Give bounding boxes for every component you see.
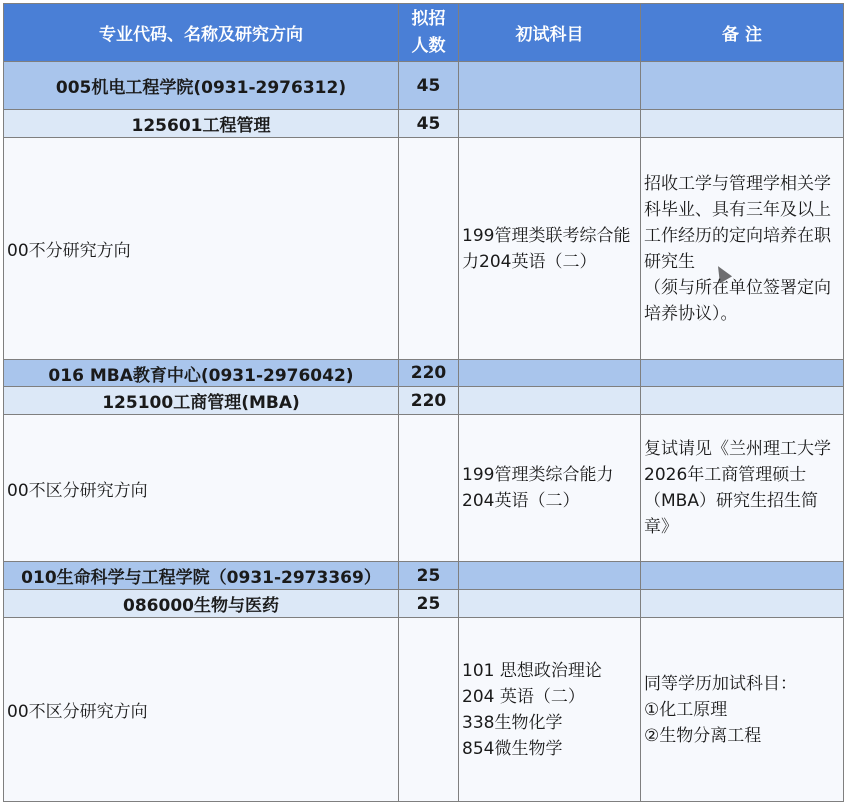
remarks: 招收工学与管理学相关学科毕业、具有三年及以上工作经历的定向培养在职研究生 （须与所在单位签署定向培养协议）。: [641, 138, 844, 360]
empty-cell: [641, 62, 844, 110]
college-count: 45: [399, 62, 459, 110]
header-major: 专业代码、名称及研究方向: [4, 4, 399, 62]
empty-cell: [641, 590, 844, 618]
college-count: 25: [399, 562, 459, 590]
table-header-row: [4, 4, 844, 62]
header-count-line2: 人数: [411, 35, 446, 56]
enrollment-table: [3, 3, 844, 802]
exam-subjects: 199管理类综合能力204英语（二）: [459, 415, 641, 562]
major-name: 086000生物与医药: [4, 590, 399, 618]
direction-name: 00不分研究方向: [4, 138, 399, 360]
college-count: 220: [399, 360, 459, 387]
empty-cell: [641, 360, 844, 387]
empty-cell: [399, 138, 459, 360]
major-row: [4, 387, 844, 415]
major-name: 125601工程管理: [4, 110, 399, 138]
exam-subjects: 101 思想政治理论 204 英语（二） 338生物化学 854微生物学: [459, 618, 641, 802]
direction-row: [4, 618, 844, 802]
college-row: [4, 62, 844, 110]
college-name: 016 MBA教育中心(0931-2976042): [4, 360, 399, 387]
empty-cell: [641, 110, 844, 138]
empty-cell: [459, 590, 641, 618]
empty-cell: [399, 618, 459, 802]
empty-cell: [459, 562, 641, 590]
major-count: 220: [399, 387, 459, 415]
empty-cell: [459, 110, 641, 138]
remarks: 复试请见《兰州理工大学2026年工商管理硕士（MBA）研究生招生简章》: [641, 415, 844, 562]
header-subjects: 初试科目: [459, 4, 641, 62]
empty-cell: [459, 387, 641, 415]
empty-cell: [399, 415, 459, 562]
major-name: 125100工商管理(MBA): [4, 387, 399, 415]
remarks: 同等学历加试科目： ①化工原理 ②生物分离工程: [641, 618, 844, 802]
exam-subjects: 199管理类联考综合能力204英语（二）: [459, 138, 641, 360]
header-count-line1: 拟招: [411, 8, 446, 29]
college-name: 010生命科学与工程学院（0931-2973369）: [4, 562, 399, 590]
empty-cell: [459, 62, 641, 110]
major-count: 25: [399, 590, 459, 618]
header-count: [399, 4, 459, 62]
major-count: 45: [399, 110, 459, 138]
college-row: [4, 562, 844, 590]
college-name: 005机电工程学院(0931-2976312): [4, 62, 399, 110]
major-row: [4, 110, 844, 138]
college-row: [4, 360, 844, 387]
direction-row: [4, 138, 844, 360]
header-notes: 备 注: [641, 4, 844, 62]
major-row: [4, 590, 844, 618]
empty-cell: [641, 562, 844, 590]
direction-name: 00不区分研究方向: [4, 415, 399, 562]
empty-cell: [459, 360, 641, 387]
empty-cell: [641, 387, 844, 415]
direction-name: 00不区分研究方向: [4, 618, 399, 802]
direction-row: [4, 415, 844, 562]
